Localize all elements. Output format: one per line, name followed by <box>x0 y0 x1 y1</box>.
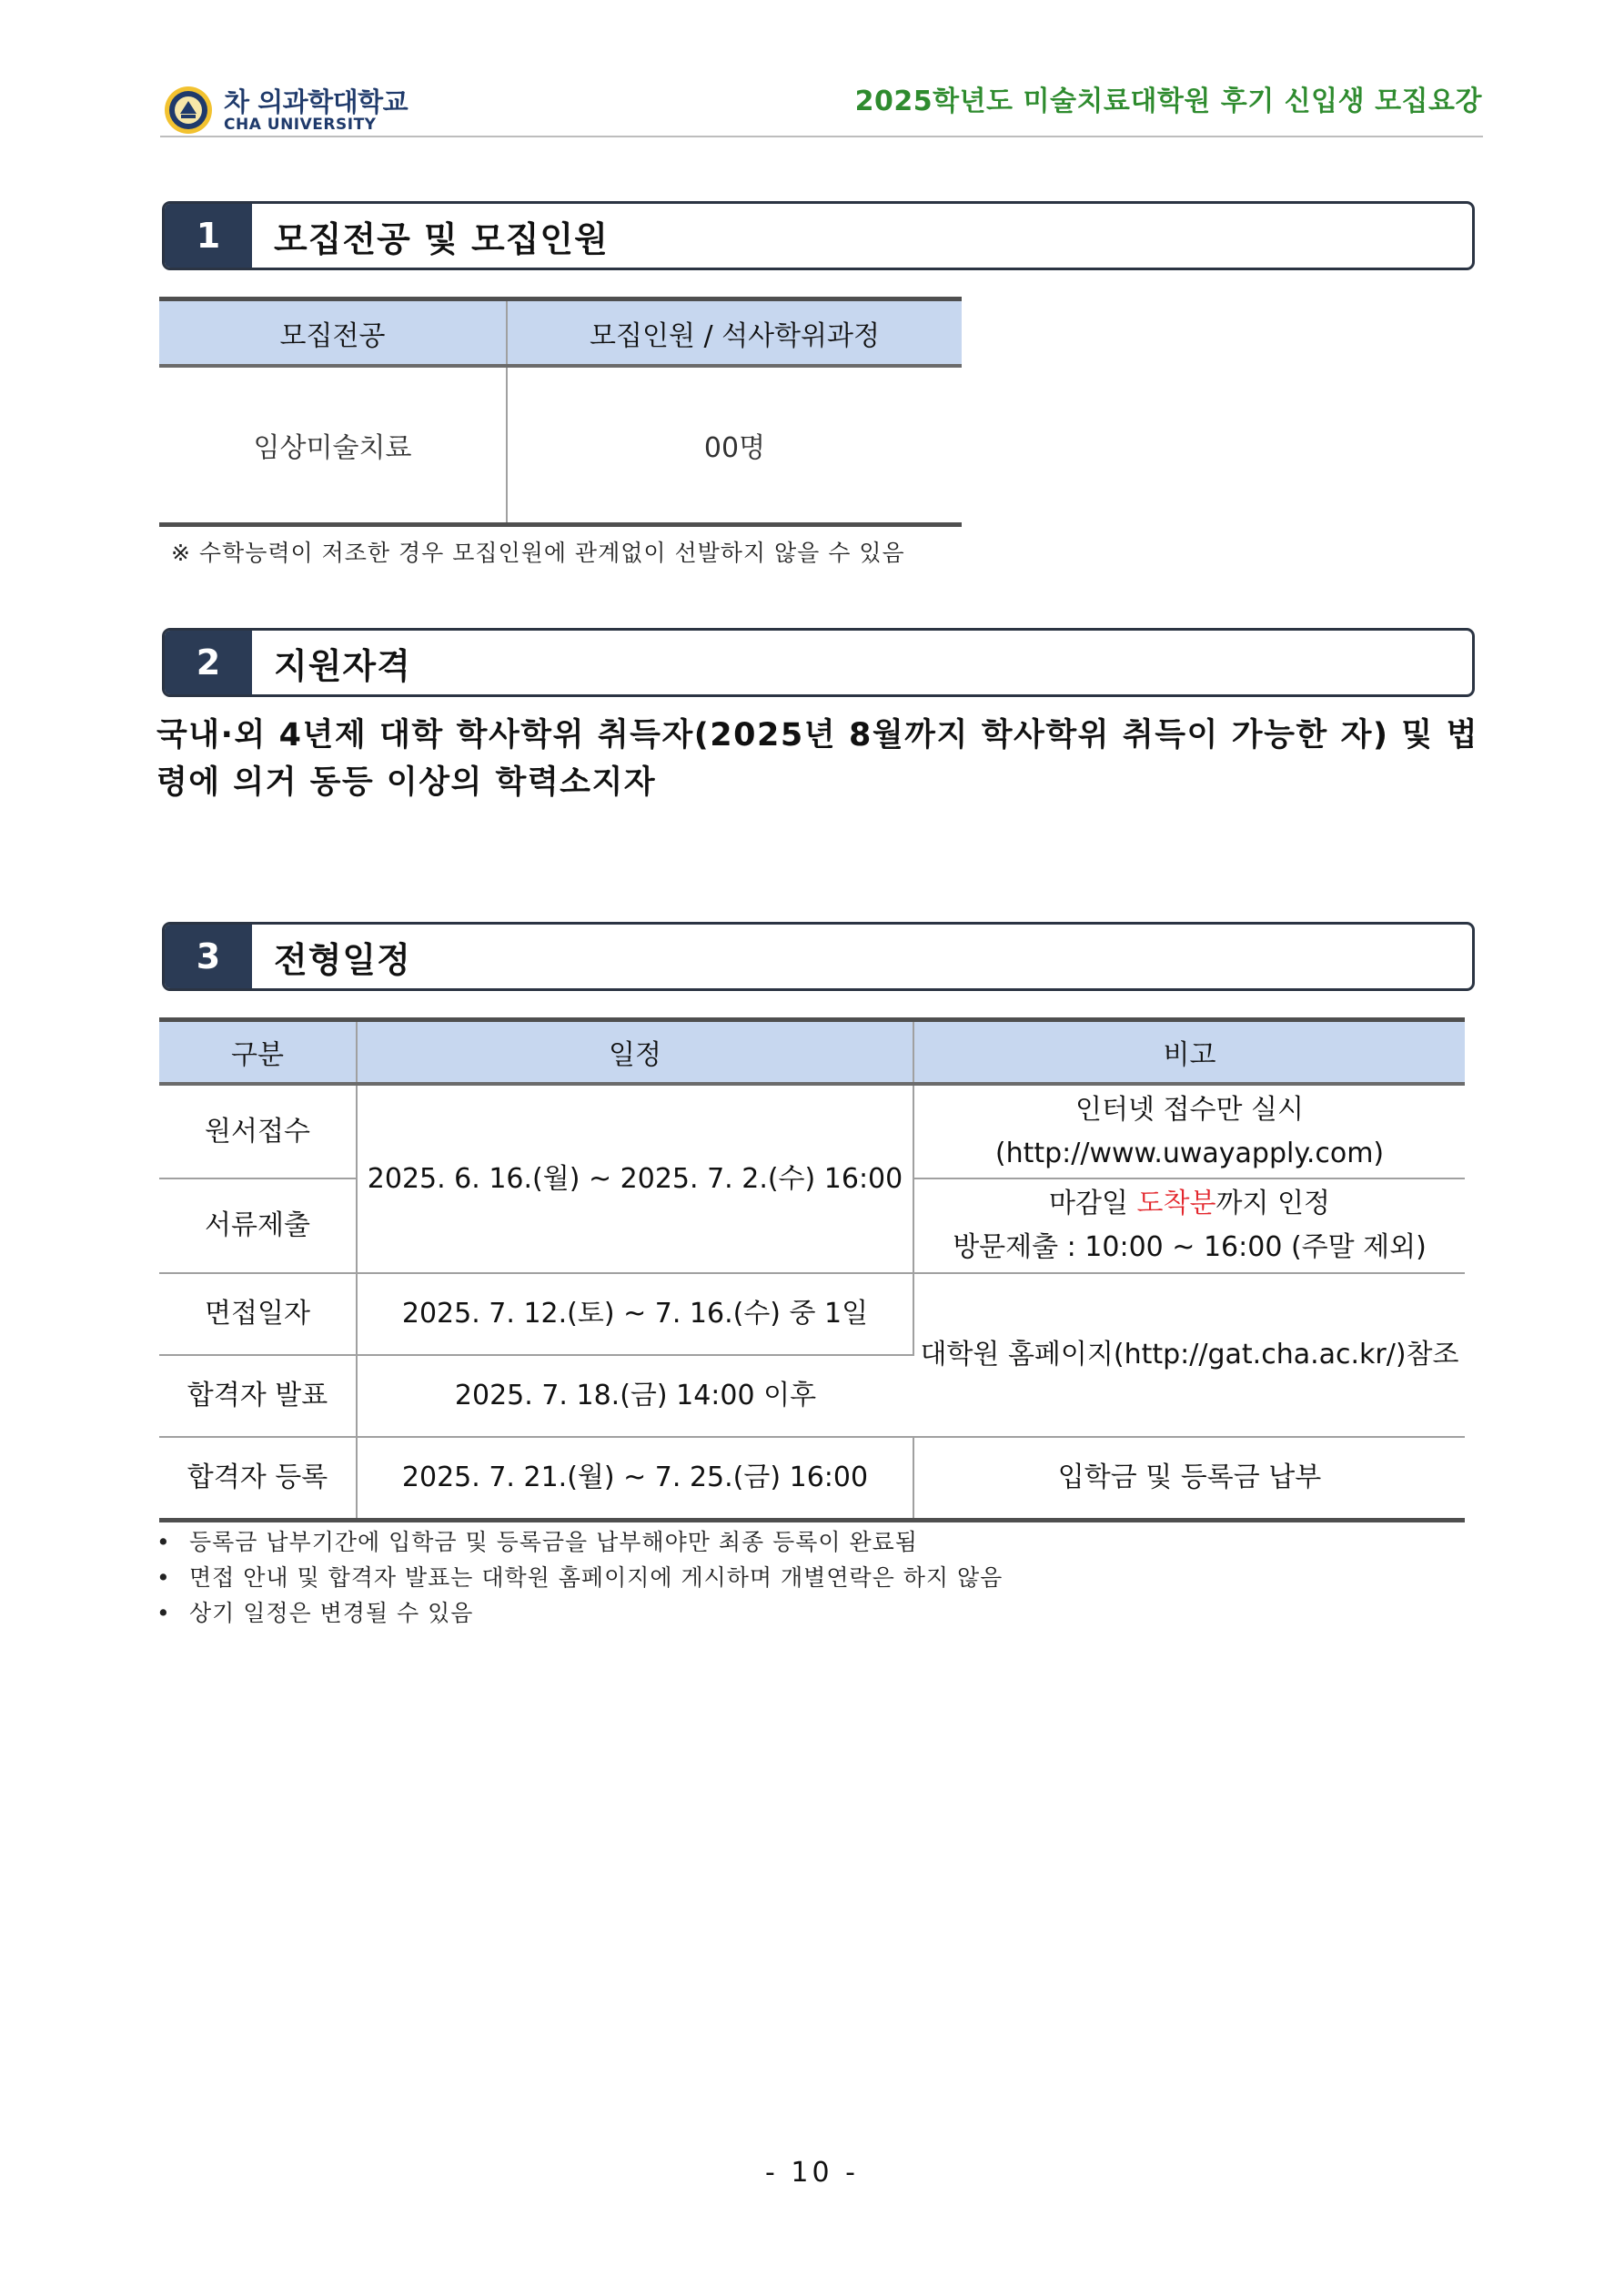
section-title: 모집전공 및 모집인원 <box>274 218 609 259</box>
row-label: 서류제출 <box>159 1178 357 1273</box>
eligibility-text: 국내·외 4년제 대학 학사학위 취득자(2025년 8월까지 학사학위 취득이 가능한 자) 및 법령에 의거 동등 이상의 학력소지자 <box>156 717 1478 801</box>
schedule-date: 2025. 7. 18.(금) 14:00 이후 <box>357 1355 913 1437</box>
list-item-text: 등록금 납부기간에 입학금 및 등록금을 납부해야만 최종 등록이 완료됨 <box>189 1529 918 1555</box>
remark-cell: 입학금 및 등록금 납부 <box>913 1437 1465 1520</box>
table-row <box>159 366 962 525</box>
schedule-date: 2025. 7. 21.(월) ~ 7. 25.(금) 16:00 <box>357 1437 913 1520</box>
remark-line: (http://www.uwayapply.com) <box>994 1137 1385 1169</box>
bullet-icon: • <box>156 1529 171 1555</box>
recruitment-table <box>159 297 962 527</box>
schedule-date: 2025. 7. 12.(토) ~ 7. 16.(수) 중 1일 <box>357 1273 913 1355</box>
remark-text: 마감일 <box>1049 1188 1137 1219</box>
remark-text: 까지 인정 <box>1215 1188 1330 1219</box>
bullet-icon: • <box>156 1564 171 1591</box>
section-number: 3 <box>165 925 252 988</box>
row-label: 합격자 발표 <box>159 1355 357 1437</box>
university-logo <box>164 82 437 135</box>
row-label: 합격자 등록 <box>159 1437 357 1520</box>
table-row <box>159 1273 1465 1355</box>
column-header: 구분 <box>159 1020 357 1085</box>
major-cell: 임상미술치료 <box>159 366 507 525</box>
remark-line: 방문제출 : 10:00 ~ 16:00 (주말 제외) <box>953 1231 1427 1263</box>
list-item <box>156 1524 1003 1560</box>
document-title: 2025학년도 미술치료대학원 후기 신입생 모집요강 <box>854 86 1482 117</box>
remark-cell: 대학원 홈페이지(http://gat.cha.ac.kr/)참조 <box>913 1273 1465 1437</box>
page-number: - 10 - <box>765 2157 859 2189</box>
list-item-text: 면접 안내 및 합격자 발표는 대학원 홈페이지에 게시하며 개별연락은 하지 않음 <box>189 1564 1004 1591</box>
section-title: 전형일정 <box>274 939 411 980</box>
header-divider <box>160 136 1483 137</box>
section-number: 2 <box>165 631 252 694</box>
university-seal-icon <box>164 86 213 135</box>
section-title: 지원자격 <box>274 645 411 686</box>
column-header: 모집인원 / 석사학위과정 <box>507 299 962 367</box>
table-row <box>159 1084 1465 1178</box>
column-header: 일정 <box>357 1020 913 1085</box>
remark-highlight: 도착분 <box>1136 1188 1216 1219</box>
quota-cell: 00명 <box>507 366 962 525</box>
table-header-row <box>159 299 962 367</box>
logo-english-name: CHA UNIVERSITY <box>224 116 377 134</box>
list-item-text: 상기 일정은 변경될 수 있음 <box>189 1600 474 1626</box>
schedule-date: 2025. 6. 16.(월) ~ 2025. 7. 2.(수) 16:00 <box>357 1084 913 1273</box>
schedule-notes <box>156 1524 1003 1631</box>
bullet-icon: • <box>156 1600 171 1626</box>
section-header-3 <box>162 922 1475 991</box>
remark-cell <box>913 1084 1465 1178</box>
section-header-2 <box>162 628 1475 697</box>
list-item <box>156 1595 1003 1631</box>
schedule-table <box>159 1017 1465 1522</box>
column-header: 모집전공 <box>159 299 507 367</box>
list-item <box>156 1560 1003 1595</box>
remark-cell <box>913 1178 1465 1273</box>
remark-line: 인터넷 접수만 실시 <box>1075 1093 1304 1126</box>
column-header: 비고 <box>913 1020 1465 1085</box>
section-number: 1 <box>165 204 252 268</box>
table-row <box>159 1437 1465 1520</box>
table-header-row <box>159 1020 1465 1085</box>
remark-line <box>915 1182 1464 1226</box>
section-header-1 <box>162 201 1475 270</box>
recruitment-note: ※ 수학능력이 저조한 경우 모집인원에 관계없이 선발하지 않을 수 있음 <box>171 540 905 566</box>
row-label: 면접일자 <box>159 1273 357 1355</box>
row-label: 원서접수 <box>159 1084 357 1178</box>
logo-korean-name: 차 의과학대학교 <box>224 86 409 117</box>
